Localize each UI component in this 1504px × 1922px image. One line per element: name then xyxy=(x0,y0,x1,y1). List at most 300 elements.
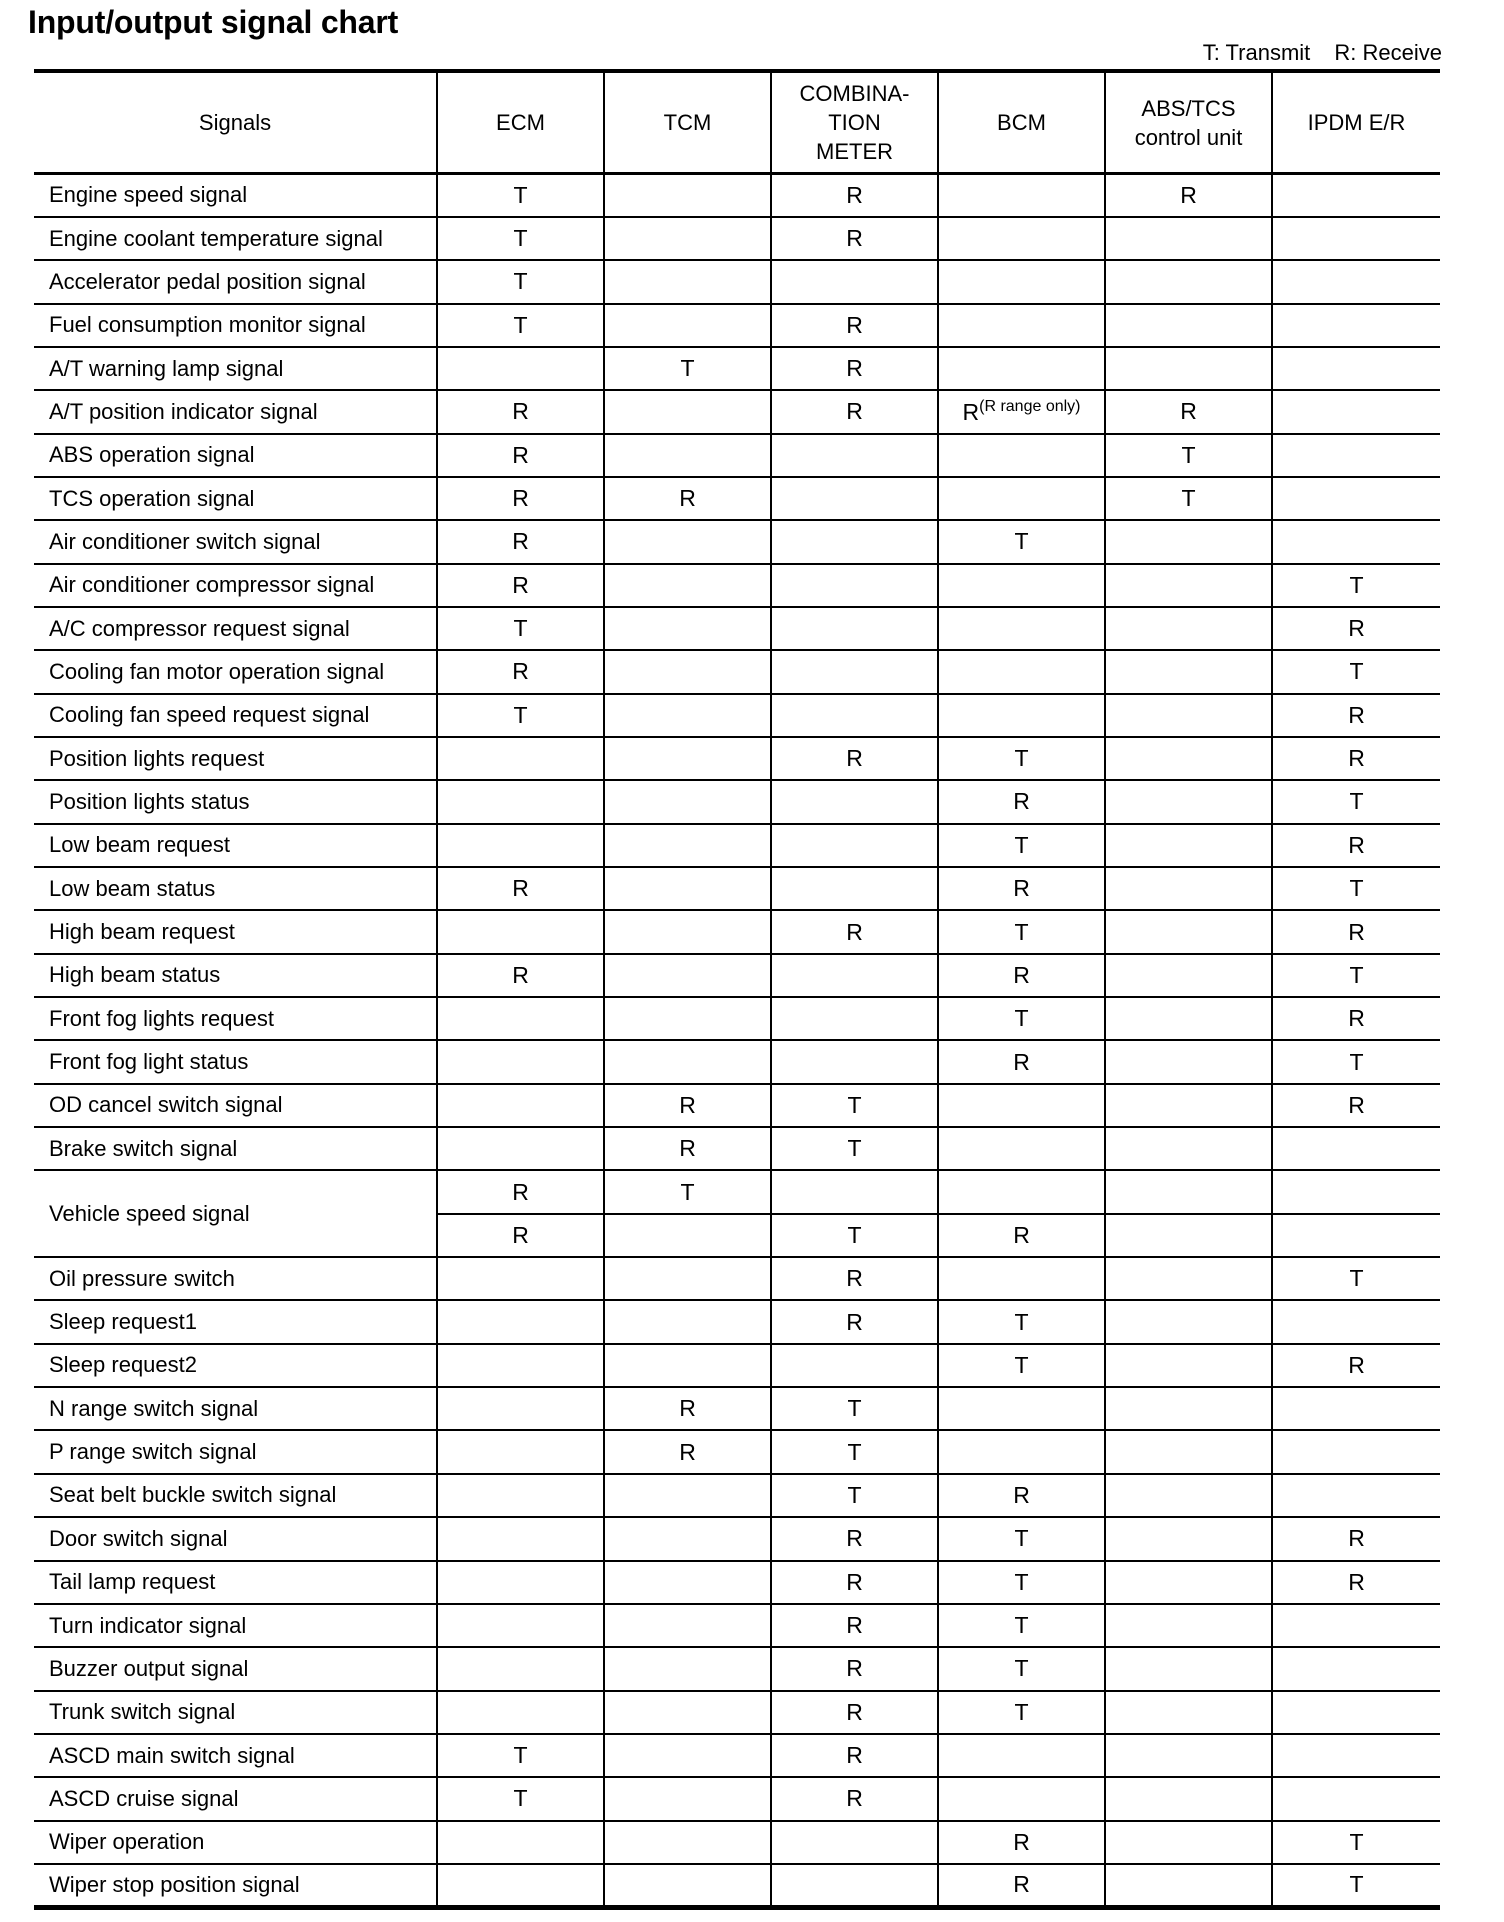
cell-value: R xyxy=(1013,1481,1030,1508)
cell-bcm xyxy=(938,1474,1105,1517)
cell-ecm xyxy=(437,1214,604,1257)
cell-ecm xyxy=(437,564,604,607)
table-row xyxy=(34,1040,1440,1083)
table-row xyxy=(34,520,1440,563)
table-row xyxy=(34,694,1440,737)
cell-bcm xyxy=(938,607,1105,650)
cell-ecm xyxy=(437,1821,604,1864)
cell-bcm xyxy=(938,1214,1105,1257)
cell-meter xyxy=(771,1257,938,1300)
signal-name: Brake switch signal xyxy=(34,1127,437,1170)
table-row xyxy=(34,304,1440,347)
cell-ecm xyxy=(437,1127,604,1170)
cell-value: R xyxy=(846,1742,863,1769)
cell-ecm xyxy=(437,174,604,217)
cell-value: R xyxy=(679,1438,696,1465)
cell-tcm xyxy=(604,1127,771,1170)
signal-name: TCS operation signal xyxy=(34,477,437,520)
cell-ipdm xyxy=(1272,607,1440,650)
header-signals: Signals xyxy=(34,71,437,174)
cell-tcm xyxy=(604,1084,771,1127)
cell-ecm xyxy=(437,1474,604,1517)
table-row xyxy=(34,780,1440,823)
cell-value: T xyxy=(1349,1828,1364,1855)
cell-tcm xyxy=(604,1647,771,1690)
cell-value: R xyxy=(1348,701,1365,728)
cell-value: T xyxy=(1349,961,1364,988)
signal-name: Air conditioner switch signal xyxy=(34,520,437,563)
header-bcm: BCM xyxy=(938,71,1105,174)
cell-bcm xyxy=(938,1127,1105,1170)
signal-name: Position lights request xyxy=(34,737,437,780)
cell-value: R xyxy=(846,1265,863,1292)
table-row xyxy=(34,1257,1440,1300)
signal-name: Front fog lights request xyxy=(34,997,437,1040)
cell-value: R xyxy=(1348,745,1365,772)
cell-abs xyxy=(1105,867,1272,910)
cell-value: R xyxy=(512,485,529,512)
cell-meter xyxy=(771,260,938,303)
table-row xyxy=(34,650,1440,693)
cell-value: R xyxy=(1348,1525,1365,1552)
cell-abs xyxy=(1105,1257,1272,1300)
table-row xyxy=(34,1387,1440,1430)
cell-abs xyxy=(1105,1734,1272,1777)
cell-meter xyxy=(771,607,938,650)
cell-abs xyxy=(1105,434,1272,477)
cell-tcm xyxy=(604,1257,771,1300)
cell-value: R xyxy=(512,1178,529,1205)
cell-ipdm xyxy=(1272,564,1440,607)
cell-bcm xyxy=(938,954,1105,997)
signal-name: High beam status xyxy=(34,954,437,997)
cell-value: R xyxy=(1013,1221,1030,1248)
cell-abs xyxy=(1105,1300,1272,1343)
cell-value: T xyxy=(1349,1048,1364,1075)
cell-value: T xyxy=(680,1178,695,1205)
cell-value: R xyxy=(679,1135,696,1162)
cell-value: R xyxy=(1013,1828,1030,1855)
cell-meter xyxy=(771,910,938,953)
cell-ipdm xyxy=(1272,1821,1440,1864)
cell-bcm xyxy=(938,1300,1105,1343)
cell-meter xyxy=(771,477,938,520)
cell-meter xyxy=(771,737,938,780)
signal-name: A/T position indicator signal xyxy=(34,390,437,433)
cell-value: T xyxy=(1349,875,1364,902)
cell-ecm xyxy=(437,1387,604,1430)
cell-ecm xyxy=(437,694,604,737)
signal-name: Front fog light status xyxy=(34,1040,437,1083)
cell-ecm xyxy=(437,607,604,650)
cell-ipdm xyxy=(1272,1430,1440,1473)
signal-name: Oil pressure switch xyxy=(34,1257,437,1300)
cell-meter xyxy=(771,1821,938,1864)
cell-abs xyxy=(1105,260,1272,303)
cell-value: R xyxy=(1348,1568,1365,1595)
cell-value: T xyxy=(513,1742,528,1769)
cell-ecm xyxy=(437,1430,604,1473)
cell-ecm xyxy=(437,390,604,433)
cell-value: R xyxy=(1348,1091,1365,1118)
cell-tcm xyxy=(604,1561,771,1604)
cell-ecm xyxy=(437,1257,604,1300)
cell-abs xyxy=(1105,780,1272,823)
cell-meter xyxy=(771,1214,938,1257)
cell-value: R xyxy=(846,181,863,208)
cell-value: R xyxy=(1180,398,1197,425)
cell-tcm xyxy=(604,1691,771,1734)
cell-bcm xyxy=(938,1040,1105,1083)
table-row xyxy=(34,564,1440,607)
cell-ecm xyxy=(437,520,604,563)
cell-ecm xyxy=(437,650,604,693)
cell-meter xyxy=(771,694,938,737)
signal-name: High beam request xyxy=(34,910,437,953)
cell-bcm xyxy=(938,520,1105,563)
cell-value: T xyxy=(513,268,528,295)
table-row xyxy=(34,174,1440,217)
cell-bcm xyxy=(938,477,1105,520)
cell-value: T xyxy=(847,1221,862,1248)
signal-chart-table xyxy=(34,69,1440,1910)
cell-tcm xyxy=(604,520,771,563)
cell-ipdm xyxy=(1272,1344,1440,1387)
cell-abs xyxy=(1105,1864,1272,1907)
signal-name: Cooling fan motor operation signal xyxy=(34,650,437,693)
cell-bcm xyxy=(938,1604,1105,1647)
cell-meter xyxy=(771,390,938,433)
cell-value: R xyxy=(1348,615,1365,642)
cell-ecm xyxy=(437,1734,604,1777)
cell-value: R xyxy=(512,571,529,598)
cell-value: R xyxy=(846,745,863,772)
cell-tcm xyxy=(604,174,771,217)
header-row xyxy=(34,71,1440,174)
cell-value: R xyxy=(1348,918,1365,945)
cell-bcm xyxy=(938,1777,1105,1820)
cell-value: T xyxy=(1181,485,1196,512)
cell-value: T xyxy=(847,1438,862,1465)
header-meter-line-3: METER xyxy=(816,139,893,164)
cell-value: T xyxy=(847,1135,862,1162)
cell-tcm xyxy=(604,1864,771,1907)
signal-rows xyxy=(34,174,1440,1908)
cell-tcm xyxy=(604,1604,771,1647)
cell-value: T xyxy=(513,181,528,208)
cell-meter xyxy=(771,1084,938,1127)
cell-tcm xyxy=(604,824,771,867)
cell-bcm xyxy=(938,1257,1105,1300)
cell-bcm xyxy=(938,217,1105,260)
cell-bcm xyxy=(938,1821,1105,1864)
cell-ipdm xyxy=(1272,1561,1440,1604)
cell-ecm xyxy=(437,737,604,780)
cell-ecm xyxy=(437,260,604,303)
cell-bcm xyxy=(938,780,1105,823)
cell-tcm xyxy=(604,650,771,693)
cell-abs xyxy=(1105,737,1272,780)
cell-ipdm xyxy=(1272,1474,1440,1517)
cell-value: T xyxy=(1014,1655,1029,1682)
cell-abs xyxy=(1105,304,1272,347)
cell-abs xyxy=(1105,1387,1272,1430)
signal-name: Wiper operation xyxy=(34,1821,437,1864)
cell-ecm xyxy=(437,1344,604,1387)
cell-bcm xyxy=(938,1084,1105,1127)
cell-value: T xyxy=(1014,745,1029,772)
cell-tcm xyxy=(604,434,771,477)
cell-value: T xyxy=(1014,1612,1029,1639)
cell-ipdm xyxy=(1272,1691,1440,1734)
cell-meter xyxy=(771,650,938,693)
cell-value: R xyxy=(512,875,529,902)
cell-ecm xyxy=(437,1084,604,1127)
cell-ipdm xyxy=(1272,520,1440,563)
cell-ecm xyxy=(437,824,604,867)
cell-ipdm xyxy=(1272,304,1440,347)
cell-ipdm xyxy=(1272,260,1440,303)
cell-meter xyxy=(771,954,938,997)
cell-abs xyxy=(1105,997,1272,1040)
cell-meter xyxy=(771,1864,938,1907)
cell-bcm xyxy=(938,694,1105,737)
cell-ipdm xyxy=(1272,780,1440,823)
signal-name: Wiper stop position signal xyxy=(34,1864,437,1907)
signal-name: Turn indicator signal xyxy=(34,1604,437,1647)
header-ipdm: IPDM E/R xyxy=(1272,71,1440,174)
signal-name: Fuel consumption monitor signal xyxy=(34,304,437,347)
table-row xyxy=(34,260,1440,303)
cell-abs xyxy=(1105,1647,1272,1690)
cell-ecm xyxy=(437,954,604,997)
cell-tcm xyxy=(604,1821,771,1864)
cell-value: T xyxy=(513,311,528,338)
cell-value: R xyxy=(679,1091,696,1118)
cell-ipdm xyxy=(1272,997,1440,1040)
signal-name: Sleep request1 xyxy=(34,1300,437,1343)
cell-tcm xyxy=(604,304,771,347)
cell-value: R xyxy=(1013,875,1030,902)
cell-value: T xyxy=(1349,788,1364,815)
signal-name: OD cancel switch signal xyxy=(34,1084,437,1127)
cell-ecm xyxy=(437,1604,604,1647)
cell-ipdm xyxy=(1272,1777,1440,1820)
cell-value: R xyxy=(512,658,529,685)
cell-meter xyxy=(771,1734,938,1777)
cell-abs xyxy=(1105,1214,1272,1257)
cell-tcm xyxy=(604,564,771,607)
cell-value: T xyxy=(513,1785,528,1812)
cell-value: T xyxy=(1014,528,1029,555)
cell-tcm xyxy=(604,1300,771,1343)
cell-meter xyxy=(771,1474,938,1517)
cell-tcm xyxy=(604,1430,771,1473)
cell-abs xyxy=(1105,477,1272,520)
signal-name: Low beam request xyxy=(34,824,437,867)
cell-value: R xyxy=(1013,1871,1030,1898)
cell-abs xyxy=(1105,1777,1272,1820)
cell-value: R xyxy=(846,1308,863,1335)
cell-abs xyxy=(1105,1170,1272,1213)
cell-abs xyxy=(1105,694,1272,737)
cell-ipdm xyxy=(1272,867,1440,910)
cell-tcm xyxy=(604,1214,771,1257)
cell-bcm xyxy=(938,1430,1105,1473)
legend-transmit: T: Transmit xyxy=(1202,40,1311,65)
cell-value: R xyxy=(962,398,980,425)
cell-bcm xyxy=(938,1647,1105,1690)
cell-tcm xyxy=(604,390,771,433)
header-meter-line-1: COMBINA- xyxy=(799,81,910,106)
cell-tcm xyxy=(604,1387,771,1430)
cell-value: T xyxy=(847,1481,862,1508)
cell-meter xyxy=(771,1647,938,1690)
cell-value: R xyxy=(846,1655,863,1682)
cell-value: R xyxy=(512,528,529,555)
cell-value: T xyxy=(1014,1308,1029,1335)
cell-meter xyxy=(771,997,938,1040)
cell-tcm xyxy=(604,1344,771,1387)
cell-ipdm xyxy=(1272,174,1440,217)
cell-value: R xyxy=(1348,831,1365,858)
cell-value: R xyxy=(512,398,529,425)
page-title: Input/output signal chart xyxy=(28,4,399,40)
cell-bcm xyxy=(938,910,1105,953)
cell-ecm xyxy=(437,867,604,910)
cell-value: T xyxy=(1349,1265,1364,1292)
table-row xyxy=(34,434,1440,477)
cell-bcm xyxy=(938,1517,1105,1560)
cell-value: R xyxy=(846,1568,863,1595)
cell-meter xyxy=(771,1344,938,1387)
cell-tcm xyxy=(604,910,771,953)
table-row xyxy=(34,1647,1440,1690)
cell-ipdm xyxy=(1272,1300,1440,1343)
cell-value: T xyxy=(847,1395,862,1422)
table-row xyxy=(34,607,1440,650)
cell-ipdm xyxy=(1272,910,1440,953)
table-row xyxy=(34,1474,1440,1517)
cell-ipdm xyxy=(1272,1214,1440,1257)
cell-ipdm xyxy=(1272,1084,1440,1127)
table-row xyxy=(34,390,1440,433)
cell-bcm xyxy=(938,434,1105,477)
range-note: (R range only) xyxy=(979,397,1081,415)
cell-bcm xyxy=(938,260,1105,303)
cell-ecm xyxy=(437,304,604,347)
signal-name: Door switch signal xyxy=(34,1517,437,1560)
cell-ipdm xyxy=(1272,1864,1440,1907)
header-abs-line-2: control unit xyxy=(1134,124,1243,150)
table-row xyxy=(34,954,1440,997)
table-row xyxy=(34,867,1440,910)
header-abs-tcs xyxy=(1105,71,1272,174)
cell-abs xyxy=(1105,564,1272,607)
cell-tcm xyxy=(604,867,771,910)
cell-ipdm xyxy=(1272,1127,1440,1170)
cell-abs xyxy=(1105,347,1272,390)
cell-bcm xyxy=(938,390,1105,433)
cell-value: T xyxy=(1349,1871,1364,1898)
signal-name: Accelerator pedal position signal xyxy=(34,260,437,303)
cell-abs xyxy=(1105,954,1272,997)
signal-name: A/C compressor request signal xyxy=(34,607,437,650)
signal-name: Position lights status xyxy=(34,780,437,823)
signal-name: Low beam status xyxy=(34,867,437,910)
cell-ipdm xyxy=(1272,434,1440,477)
cell-meter xyxy=(771,520,938,563)
cell-bcm xyxy=(938,1561,1105,1604)
cell-value: R xyxy=(512,1221,529,1248)
cell-ipdm xyxy=(1272,1604,1440,1647)
signal-name: Cooling fan speed request signal xyxy=(34,694,437,737)
signal-name: Air conditioner compressor signal xyxy=(34,564,437,607)
cell-ecm xyxy=(437,780,604,823)
cell-ipdm xyxy=(1272,824,1440,867)
cell-ipdm xyxy=(1272,1257,1440,1300)
cell-abs xyxy=(1105,1474,1272,1517)
cell-meter xyxy=(771,1430,938,1473)
cell-abs xyxy=(1105,1040,1272,1083)
header-combination-meter xyxy=(771,71,938,174)
cell-abs xyxy=(1105,1517,1272,1560)
cell-abs xyxy=(1105,824,1272,867)
cell-meter xyxy=(771,1387,938,1430)
cell-ipdm xyxy=(1272,477,1440,520)
cell-value: T xyxy=(1014,1351,1029,1378)
table-row xyxy=(34,1821,1440,1864)
signal-name: Trunk switch signal xyxy=(34,1691,437,1734)
cell-tcm xyxy=(604,997,771,1040)
cell-value: T xyxy=(1014,831,1029,858)
cell-tcm xyxy=(604,694,771,737)
cell-tcm xyxy=(604,217,771,260)
cell-meter xyxy=(771,1561,938,1604)
cell-value: T xyxy=(513,701,528,728)
cell-tcm xyxy=(604,1517,771,1560)
table-row xyxy=(34,1604,1440,1647)
cell-value: R xyxy=(512,441,529,468)
cell-meter xyxy=(771,1604,938,1647)
cell-meter xyxy=(771,564,938,607)
cell-ipdm xyxy=(1272,1647,1440,1690)
cell-ipdm xyxy=(1272,1734,1440,1777)
table-row xyxy=(34,1691,1440,1734)
cell-value: R xyxy=(846,398,863,425)
cell-ecm xyxy=(437,1040,604,1083)
cell-bcm xyxy=(938,347,1105,390)
signal-name: Vehicle speed signal xyxy=(34,1170,437,1257)
cell-value: R xyxy=(1348,1005,1365,1032)
cell-value: R xyxy=(846,1525,863,1552)
cell-abs xyxy=(1105,1604,1272,1647)
cell-meter xyxy=(771,1777,938,1820)
legend-receive: R: Receive xyxy=(1334,40,1442,65)
cell-ecm xyxy=(437,477,604,520)
cell-ipdm xyxy=(1272,217,1440,260)
table-row xyxy=(34,1864,1440,1907)
table-row xyxy=(34,910,1440,953)
cell-value: T xyxy=(1181,441,1196,468)
table-row xyxy=(34,1777,1440,1820)
signal-name: A/T warning lamp signal xyxy=(34,347,437,390)
cell-tcm xyxy=(604,1734,771,1777)
cell-meter xyxy=(771,1170,938,1213)
cell-meter xyxy=(771,1691,938,1734)
table-row xyxy=(34,1084,1440,1127)
table-row xyxy=(34,1561,1440,1604)
